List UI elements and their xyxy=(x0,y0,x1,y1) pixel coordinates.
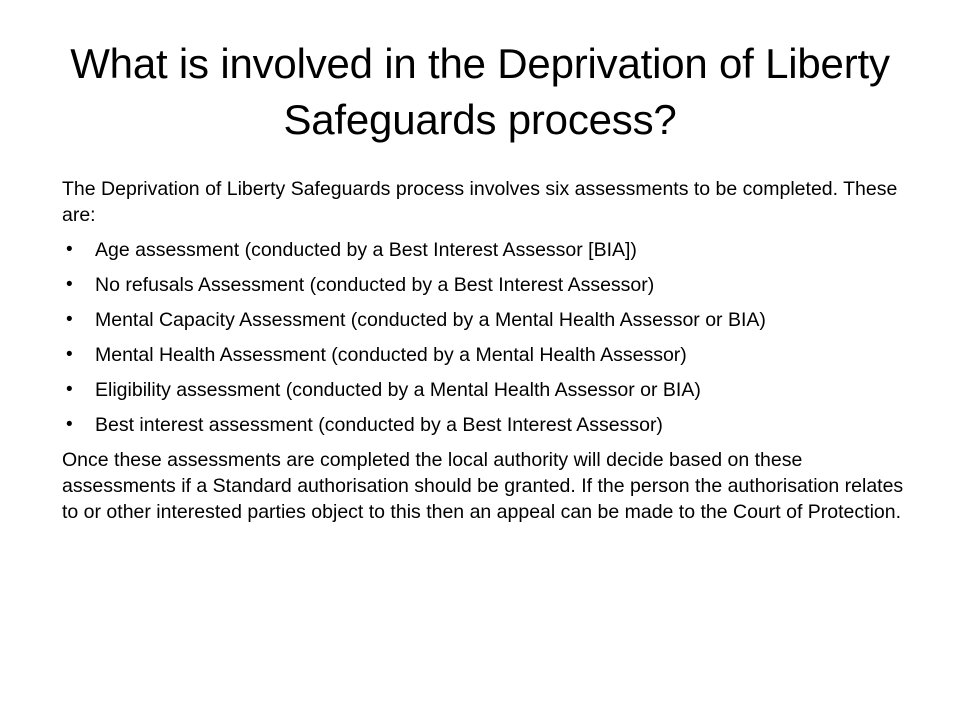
bullet-icon: • xyxy=(66,344,73,365)
list-item-text: Eligibility assessment (conducted by a Mental Health Assessor or BIA) xyxy=(95,379,701,401)
list-item-text: Age assessment (conducted by a Best Interest Assessor [BIA]) xyxy=(95,239,637,261)
list-item-text: Mental Health Assessment (conducted by a Mental Health Assessor) xyxy=(95,344,687,366)
intro-paragraph: The Deprivation of Liberty Safeguards process involves six assessments to be completed. These are: xyxy=(62,178,898,226)
list-item xyxy=(62,412,904,438)
bullet-icon: • xyxy=(66,414,73,435)
bullet-icon: • xyxy=(66,379,73,400)
list-item xyxy=(62,272,904,298)
list-item xyxy=(62,342,904,368)
list-item xyxy=(62,237,904,263)
list-item-text: No refusals Assessment (conducted by a Best Interest Assessor) xyxy=(95,274,655,296)
bullet-icon: • xyxy=(66,239,73,260)
slide-title: What is involved in the Deprivation of Liberty Safeguards process? xyxy=(70,40,890,143)
closing-paragraph: Once these assessments are completed the local authority will decide based on these assessments if a Standard authorisation should be granted. If the person the authorisation relates to or other interested parties object to this then an appeal can be made to the Court of Protection. xyxy=(62,449,904,523)
slide-body xyxy=(62,176,904,534)
list-item-text: Mental Capacity Assessment (conducted by a Mental Health Assessor or BIA) xyxy=(95,309,766,331)
list-item-text: Best interest assessment (conducted by a Best Interest Assessor) xyxy=(95,414,663,436)
list-item xyxy=(62,377,904,403)
list-item xyxy=(62,307,904,333)
bullet-icon: • xyxy=(66,274,73,295)
bullet-icon: • xyxy=(66,309,73,330)
assessment-list xyxy=(62,237,904,438)
